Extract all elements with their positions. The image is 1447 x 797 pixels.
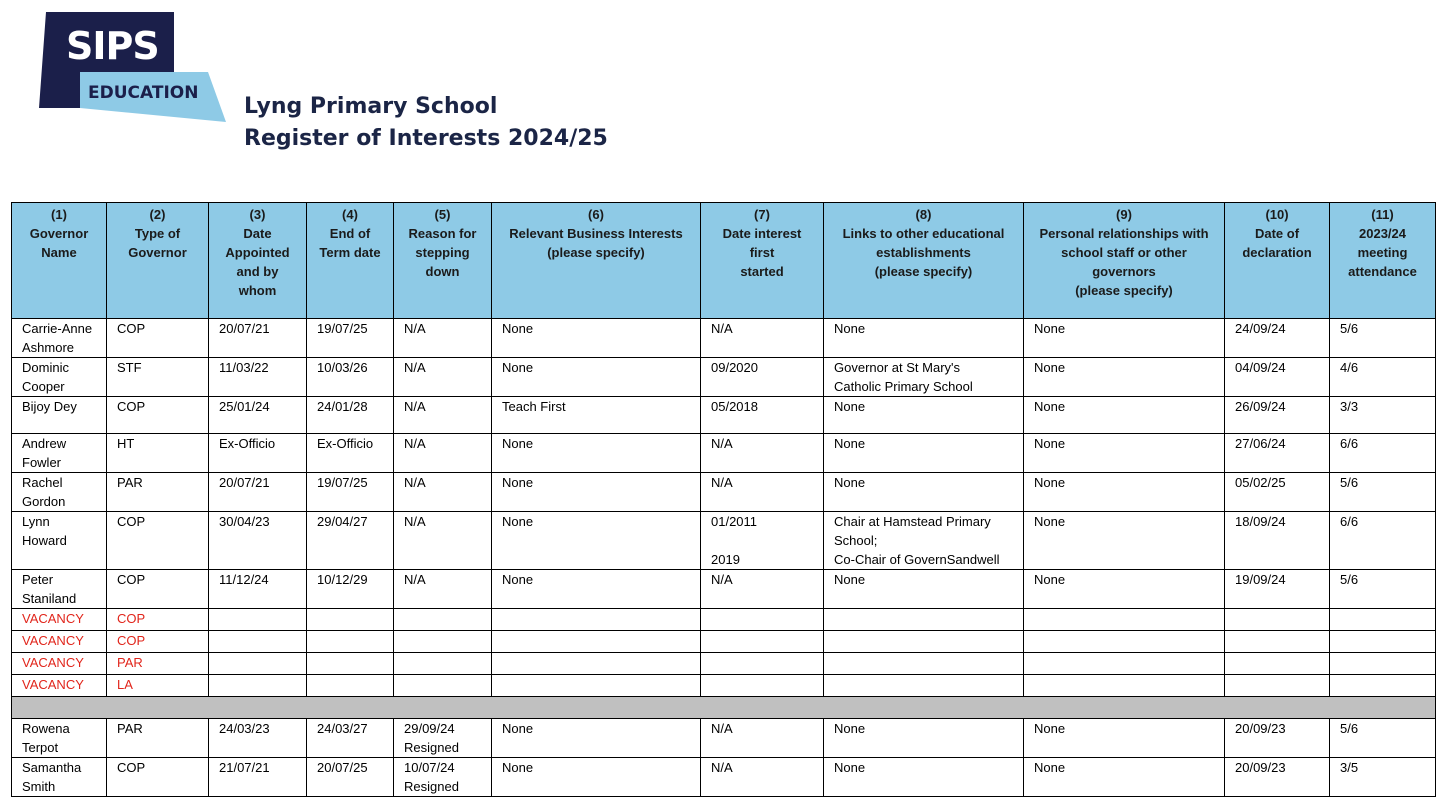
cell-business-interests: None [492, 319, 701, 358]
cell-end-of-term: 20/07/25 [307, 758, 394, 797]
cell-attendance: 3/5 [1330, 758, 1436, 797]
sips-education-logo [36, 12, 228, 124]
former-governor-row [12, 719, 1436, 758]
cell-declaration: 19/09/24 [1225, 570, 1330, 609]
cell-relationships: None [1024, 473, 1225, 512]
governor-row [12, 473, 1436, 512]
cell-relationships: None [1024, 434, 1225, 473]
col-date-of-declaration: (10) Date of declaration [1225, 203, 1330, 319]
cell-attendance: 5/6 [1330, 719, 1436, 758]
cell-reason: N/A [394, 512, 492, 570]
governor-row [12, 570, 1436, 609]
cell-date-appointed: 24/03/23 [209, 719, 307, 758]
logo-text-sips: SIPS [66, 24, 159, 68]
table-header-row [12, 203, 1436, 319]
cell-reason: N/A [394, 570, 492, 609]
section-separator-row [12, 697, 1436, 719]
cell-governor-name: Rachel Gordon [12, 473, 107, 512]
cell-relationships: None [1024, 397, 1225, 434]
cell-governor-name: Dominic Cooper [12, 358, 107, 397]
cell-date-appointed: 11/03/22 [209, 358, 307, 397]
col-type-of-governor: (2) Type of Governor [107, 203, 209, 319]
governor-row [12, 397, 1436, 434]
cell-relationships: None [1024, 319, 1225, 358]
cell-links: Chair at Hamstead Primary School; Co-Chair of GovernSandwell [824, 512, 1024, 570]
cell-end-of-term: 19/07/25 [307, 319, 394, 358]
col-business-interests: (6) Relevant Business Interests (please specify) [492, 203, 701, 319]
separator-cell [12, 697, 1436, 719]
cell-relationships: None [1024, 512, 1225, 570]
cell-attendance: 3/3 [1330, 397, 1436, 434]
cell-vacancy: VACANCY [12, 609, 107, 631]
cell-reason: 29/09/24 Resigned [394, 719, 492, 758]
governor-row [12, 512, 1436, 570]
cell-end-of-term: 10/03/26 [307, 358, 394, 397]
cell-links: Governor at St Mary's Catholic Primary School [824, 358, 1024, 397]
logo-text-education: EDUCATION [88, 83, 199, 103]
cell-type: STF [107, 358, 209, 397]
cell-relationships: None [1024, 758, 1225, 797]
cell-governor-name: Carrie-Anne Ashmore [12, 319, 107, 358]
cell-declaration: 24/09/24 [1225, 319, 1330, 358]
vacancy-row [12, 609, 1436, 631]
cell-declaration: 20/09/23 [1225, 719, 1330, 758]
cell-reason: N/A [394, 473, 492, 512]
cell-business-interests: None [492, 719, 701, 758]
vacancy-row [12, 653, 1436, 675]
cell-vacancy: VACANCY [12, 653, 107, 675]
cell-reason: N/A [394, 397, 492, 434]
cell-relationships: None [1024, 570, 1225, 609]
cell-business-interests: None [492, 512, 701, 570]
cell-end-of-term: 24/01/28 [307, 397, 394, 434]
cell-business-interests: None [492, 434, 701, 473]
cell-relationships: None [1024, 358, 1225, 397]
cell-business-interests: None [492, 758, 701, 797]
cell-date-interest: N/A [701, 570, 824, 609]
cell-type: HT [107, 434, 209, 473]
cell-type: COP [107, 512, 209, 570]
col-end-of-term: (4) End of Term date [307, 203, 394, 319]
col-date-appointed: (3) Date Appointed and by whom [209, 203, 307, 319]
cell-reason: N/A [394, 319, 492, 358]
cell-date-appointed: 20/07/21 [209, 319, 307, 358]
col-meeting-attendance: (11) 2023/24 meeting attendance [1330, 203, 1436, 319]
cell-links: None [824, 397, 1024, 434]
cell-date-appointed: 11/12/24 [209, 570, 307, 609]
cell-links: None [824, 319, 1024, 358]
cell-links: None [824, 570, 1024, 609]
cell-date-appointed: Ex-Officio [209, 434, 307, 473]
cell-declaration: 20/09/23 [1225, 758, 1330, 797]
cell-type: PAR [107, 473, 209, 512]
cell-end-of-term: 24/03/27 [307, 719, 394, 758]
cell-governor-name: Lynn Howard [12, 512, 107, 570]
cell-declaration: 26/09/24 [1225, 397, 1330, 434]
cell-vacancy: VACANCY [12, 675, 107, 697]
cell-attendance: 5/6 [1330, 570, 1436, 609]
cell-date-interest: N/A [701, 434, 824, 473]
cell-date-interest: 09/2020 [701, 358, 824, 397]
cell-type: COP [107, 570, 209, 609]
cell-type: PAR [107, 719, 209, 758]
cell-relationships: None [1024, 719, 1225, 758]
cell-attendance: 6/6 [1330, 512, 1436, 570]
cell-date-appointed: 25/01/24 [209, 397, 307, 434]
governor-row [12, 319, 1436, 358]
cell-declaration: 18/09/24 [1225, 512, 1330, 570]
cell-date-appointed: 20/07/21 [209, 473, 307, 512]
cell-date-interest: N/A [701, 473, 824, 512]
cell-governor-name: Bijoy Dey [12, 397, 107, 434]
vacancy-row [12, 675, 1436, 697]
cell-vacancy-type: PAR [107, 653, 209, 675]
cell-reason: 10/07/24 Resigned [394, 758, 492, 797]
cell-date-interest: 05/2018 [701, 397, 824, 434]
cell-date-interest: N/A [701, 319, 824, 358]
cell-business-interests: None [492, 473, 701, 512]
col-reason-stepping-down: (5) Reason for stepping down [394, 203, 492, 319]
cell-attendance: 6/6 [1330, 434, 1436, 473]
cell-vacancy-type: COP [107, 631, 209, 653]
cell-attendance: 5/6 [1330, 473, 1436, 512]
cell-date-interest: 01/2011 2019 [701, 512, 824, 570]
cell-end-of-term: 10/12/29 [307, 570, 394, 609]
cell-business-interests: Teach First [492, 397, 701, 434]
col-date-interest-started: (7) Date interest first started [701, 203, 824, 319]
cell-governor-name: Peter Staniland [12, 570, 107, 609]
register-title: Register of Interests 2024/25 [244, 126, 608, 151]
register-of-interests-table [11, 202, 1436, 797]
cell-date-interest: N/A [701, 719, 824, 758]
cell-vacancy-type: COP [107, 609, 209, 631]
cell-declaration: 04/09/24 [1225, 358, 1330, 397]
cell-end-of-term: Ex-Officio [307, 434, 394, 473]
cell-date-appointed: 30/04/23 [209, 512, 307, 570]
cell-vacancy-type: LA [107, 675, 209, 697]
cell-business-interests: None [492, 358, 701, 397]
governor-row [12, 434, 1436, 473]
col-governor-name: (1) Governor Name [12, 203, 107, 319]
vacancy-row [12, 631, 1436, 653]
cell-declaration: 27/06/24 [1225, 434, 1330, 473]
cell-links: None [824, 758, 1024, 797]
cell-governor-name: Andrew Fowler [12, 434, 107, 473]
cell-governor-name: Rowena Terpot [12, 719, 107, 758]
cell-attendance: 5/6 [1330, 319, 1436, 358]
cell-reason: N/A [394, 358, 492, 397]
cell-links: None [824, 434, 1024, 473]
col-links-educational: (8) Links to other educational establishments (please specify) [824, 203, 1024, 319]
cell-type: COP [107, 319, 209, 358]
cell-end-of-term: 29/04/27 [307, 512, 394, 570]
col-personal-relationships: (9) Personal relationships with school staff or other governors (please specify) [1024, 203, 1225, 319]
cell-date-appointed: 21/07/21 [209, 758, 307, 797]
cell-attendance: 4/6 [1330, 358, 1436, 397]
cell-business-interests: None [492, 570, 701, 609]
cell-declaration: 05/02/25 [1225, 473, 1330, 512]
cell-reason: N/A [394, 434, 492, 473]
governor-row [12, 358, 1436, 397]
cell-date-interest: N/A [701, 758, 824, 797]
document-title [244, 91, 608, 155]
cell-links: None [824, 719, 1024, 758]
cell-end-of-term: 19/07/25 [307, 473, 394, 512]
cell-type: COP [107, 397, 209, 434]
cell-governor-name: Samantha Smith [12, 758, 107, 797]
cell-links: None [824, 473, 1024, 512]
cell-vacancy: VACANCY [12, 631, 107, 653]
school-name: Lyng Primary School [244, 94, 498, 119]
former-governor-row [12, 758, 1436, 797]
cell-type: COP [107, 758, 209, 797]
